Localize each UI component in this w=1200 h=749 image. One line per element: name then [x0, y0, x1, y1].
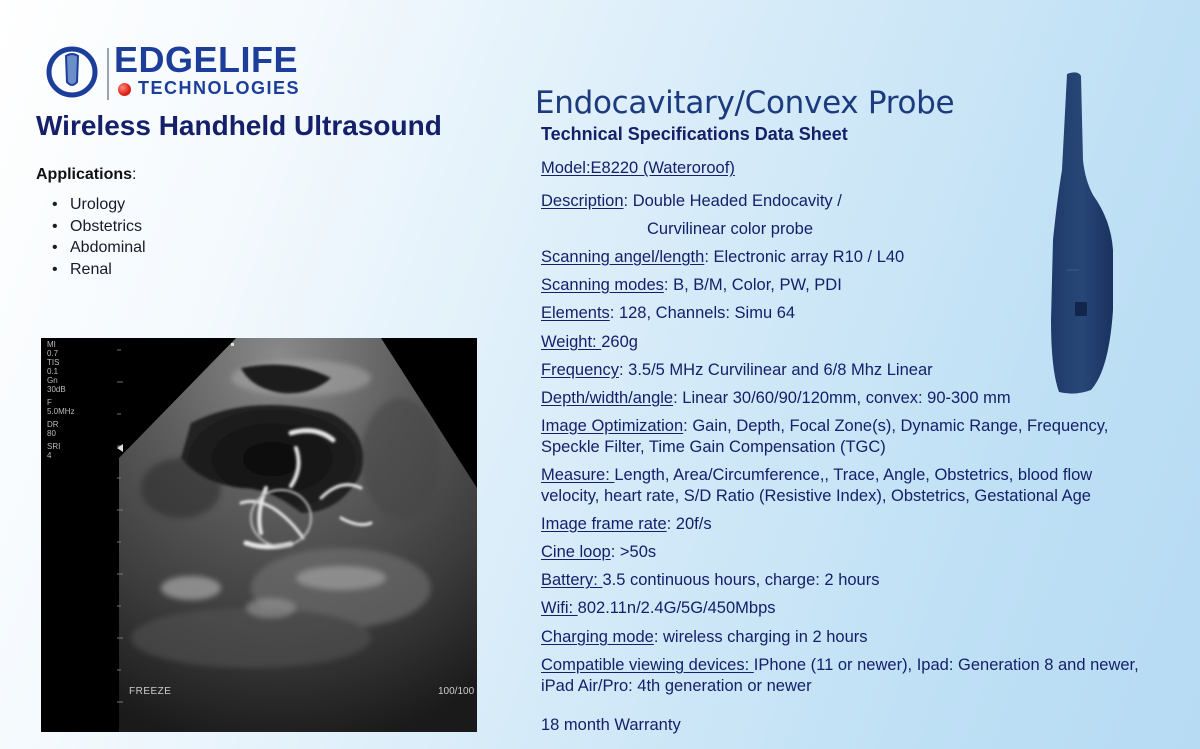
- spec-key: Description: [541, 192, 624, 210]
- us-param-value: 30dB: [47, 385, 66, 394]
- applications-heading: [36, 166, 136, 184]
- brand-logo: [44, 39, 334, 102]
- spec-value: 260g: [601, 333, 638, 351]
- spec-charging: [541, 627, 868, 648]
- spec-key: Frequency: [541, 361, 619, 379]
- spec-value: : 3.5/5 MHz Curvilinear and 6/8 Mhz Linear: [618, 361, 933, 379]
- spec-key: Charging mode: [541, 628, 654, 646]
- spec-key: Cine loop: [541, 543, 611, 561]
- spec-description: [541, 191, 842, 240]
- applications-heading-label: Applications: [36, 166, 133, 183]
- spec-value: 802.11n/2.4G/5G/450Mbps: [577, 599, 776, 617]
- spec-value: : 20f/s: [666, 515, 712, 533]
- us-param-f: [47, 398, 75, 416]
- spec-value: : B, B/M, Color, PW, PDI: [663, 276, 842, 294]
- logo-divider: [107, 48, 109, 100]
- probe-button-icon: [1075, 302, 1087, 316]
- list-item: • Urology: [52, 194, 146, 216]
- list-item: • Abdominal: [52, 237, 146, 259]
- us-param-label: MI: [47, 340, 56, 349]
- applications-list: [52, 194, 146, 280]
- brand-dot-icon: [118, 83, 131, 96]
- us-param-value: 80: [47, 429, 56, 438]
- spec-value: IPhone (11 or newer), Ipad: Generation 8 and newer, iPad Air/Pro: 4th generation or newer: [541, 656, 1139, 695]
- list-item: • Renal: [52, 259, 146, 281]
- probe-device-image: [1045, 70, 1125, 400]
- spec-value: : wireless charging in 2 hours: [653, 628, 868, 646]
- us-param-gn: [47, 376, 66, 394]
- spec-value: : Gain, Depth, Focal Zone(s), Dynamic Range, Frequency, Speckle Filter, Time Gain Compensation (TGC): [541, 417, 1109, 456]
- spec-compatible-devices: [541, 655, 1151, 697]
- us-param-label: Gn: [47, 376, 58, 385]
- us-param-value: 5.0MHz: [47, 407, 75, 416]
- list-item: • Obstetrics: [52, 216, 146, 238]
- us-param-label: DR: [47, 420, 59, 429]
- spec-value: : >50s: [610, 543, 657, 561]
- sheet-title: Technical Specifications Data Sheet: [541, 124, 848, 144]
- spec-key: Depth/width/angle: [541, 389, 674, 407]
- us-param-label: SRI: [47, 442, 61, 451]
- us-param-tis: [47, 358, 59, 376]
- frame-counter: 100/100: [438, 686, 475, 697]
- spec-key: Image frame rate: [541, 515, 667, 533]
- spec-scanning-modes: [541, 275, 842, 296]
- spec-value: : Electronic array R10 / L40: [704, 248, 905, 266]
- spec-key: Compatible viewing devices:: [541, 656, 754, 674]
- spec-key: Scanning angel/length: [541, 248, 705, 266]
- us-param-dr: [47, 420, 59, 438]
- spec-depth: [541, 388, 1011, 409]
- brand-name: EDGELIFE: [114, 39, 299, 80]
- spec-value: : Double Headed Endocavity /: [623, 192, 842, 210]
- us-param-mi: [47, 340, 58, 358]
- spec-battery: [541, 570, 879, 591]
- spec-image-optimization: [541, 416, 1141, 458]
- us-param-value: 0.7: [47, 349, 59, 358]
- spec-value: 3.5 continuous hours, charge: 2 hours: [602, 571, 880, 589]
- spec-key: Scanning modes: [541, 276, 664, 294]
- spec-value: : Linear 30/60/90/120mm, convex: 90-300 mm: [673, 389, 1011, 407]
- spec-key: Image Optimization: [541, 417, 684, 435]
- us-param-value: 4: [47, 451, 52, 460]
- spec-cine-loop: [541, 542, 656, 563]
- us-param-label: F: [47, 398, 52, 407]
- ultrasound-image: [41, 338, 477, 732]
- spec-value: : 128, Channels: Simu 64: [609, 304, 796, 322]
- spec-frame-rate: [541, 514, 712, 535]
- spec-key: Battery:: [541, 571, 603, 589]
- brand-subtitle: TECHNOLOGIES: [138, 78, 301, 98]
- spec-weight: [541, 332, 638, 353]
- us-param-value: 0.1: [47, 367, 59, 376]
- spec-value: Curvilinear color probe: [647, 220, 813, 238]
- ultrasound-scan: [41, 338, 477, 732]
- spec-model-value: Model:E8220 (Wateroroof): [541, 159, 735, 177]
- spec-value: Length, Area/Circumference,, Trace, Angle, Obstetrics, blood flow velocity, heart rate, S/D Ratio (Resistive Index), Obstetrics, Gestational Age: [541, 466, 1093, 505]
- freeze-label: FREEZE: [129, 686, 172, 697]
- us-param-sri: [47, 442, 60, 460]
- spec-key: Elements: [541, 304, 610, 322]
- spec-warranty: 18 month Warranty: [541, 716, 681, 734]
- spec-key: Wifi:: [541, 599, 578, 617]
- probe-logo-icon: [44, 44, 102, 100]
- spec-scanning-angle: [541, 247, 904, 268]
- spec-key: Weight:: [541, 333, 602, 351]
- us-param-label: TIS: [47, 358, 60, 367]
- spec-elements: [541, 303, 795, 324]
- applications-heading-colon: :: [132, 166, 137, 183]
- probe-title: Endocavitary/Convex Probe: [535, 85, 955, 121]
- spec-measure: [541, 465, 1141, 507]
- spec-model: [541, 158, 735, 179]
- spec-key: Measure:: [541, 466, 615, 484]
- spec-frequency: [541, 360, 933, 381]
- spec-wifi: [541, 598, 776, 619]
- page-title: Wireless Handheld Ultrasound: [36, 110, 442, 141]
